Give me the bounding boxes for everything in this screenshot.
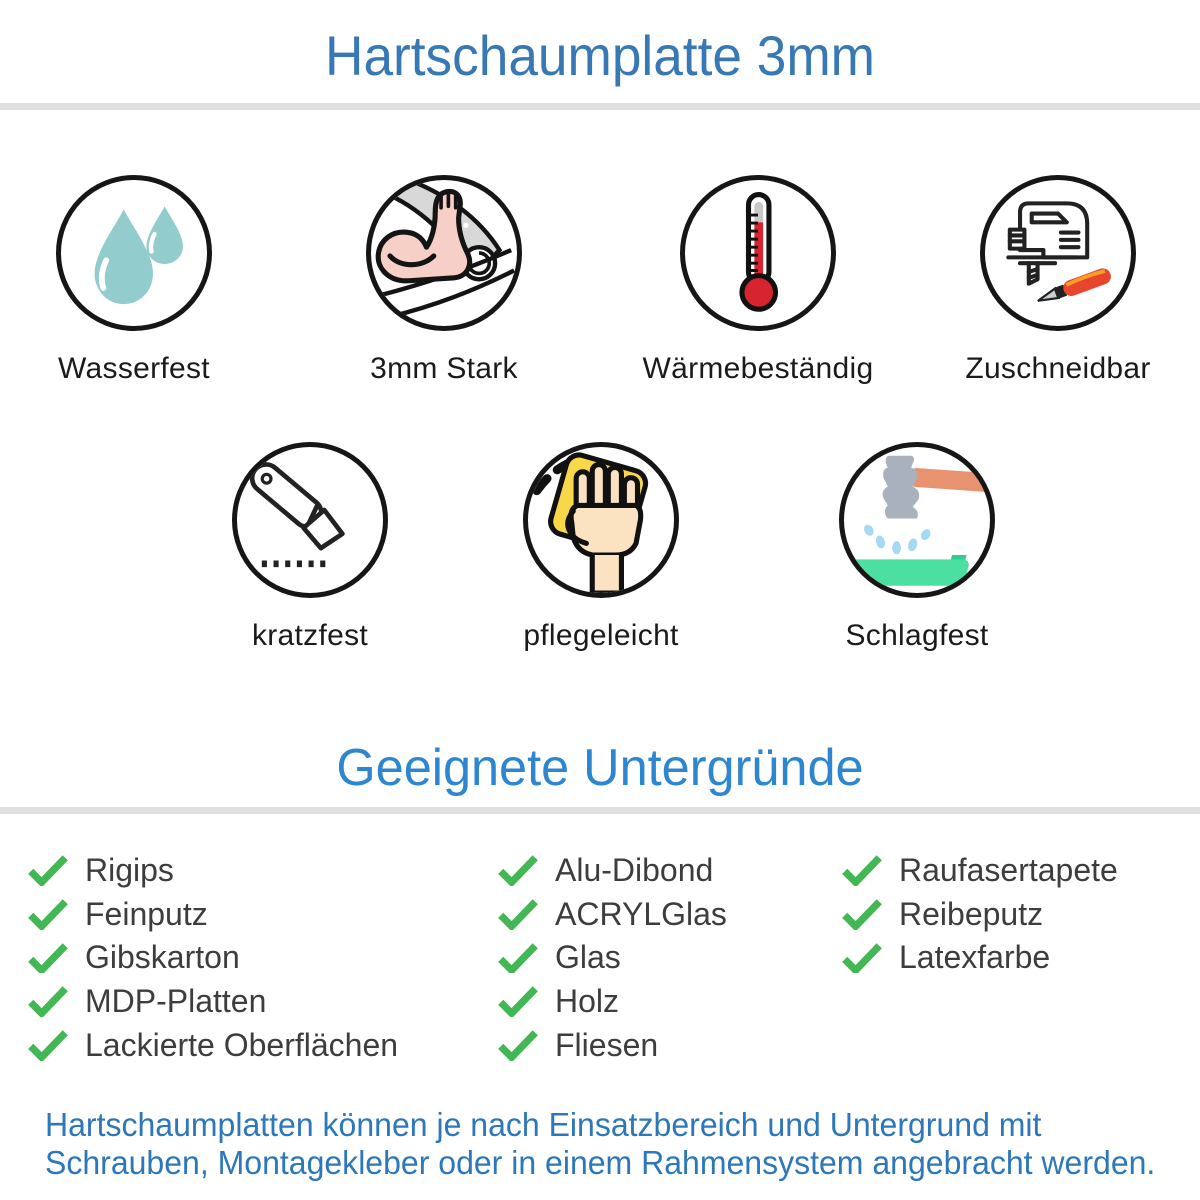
feature-wasserfest	[0, 175, 294, 386]
list-item	[842, 936, 1118, 980]
utility-knife-icon	[232, 442, 388, 598]
surfaces-column-2	[498, 849, 727, 1067]
check-icon	[498, 943, 538, 974]
mounting-note-line: Schrauben, Montagekleber oder in einem Rahmensystem angebracht werden.	[45, 1144, 1156, 1181]
mounting-note	[45, 1106, 1155, 1182]
list-item	[498, 893, 727, 937]
feature-3mm-stark	[284, 175, 604, 386]
surface-label: Lackierte Oberflächen	[85, 1026, 399, 1063]
check-icon	[498, 986, 538, 1017]
list-item	[28, 980, 398, 1024]
list-item	[28, 936, 398, 980]
surfaces-column-1	[28, 849, 398, 1067]
surface-label: Feinputz	[85, 895, 208, 932]
surface-label: Fliesen	[555, 1026, 659, 1063]
feature-label: Schlagfest	[845, 619, 989, 652]
check-icon	[28, 1030, 68, 1061]
list-item	[842, 849, 1118, 893]
surface-label: Reibeputz	[899, 895, 1044, 932]
surface-label: Holz	[555, 983, 620, 1020]
mounting-note-line: Hartschaumplatten können je nach Einsatzbereich und Untergrund mit	[45, 1106, 1042, 1143]
surface-label: Gibskarton	[85, 939, 240, 976]
divider	[0, 103, 1200, 110]
water-drops-icon	[56, 175, 212, 331]
feature-waermebestaendig	[598, 175, 918, 386]
list-item	[498, 849, 727, 893]
check-icon	[28, 986, 68, 1017]
check-icon	[842, 899, 882, 930]
thermometer-icon	[680, 175, 836, 331]
feature-zuschneidbar	[898, 175, 1200, 386]
feature-label: kratzfest	[251, 619, 369, 652]
list-item	[28, 849, 398, 893]
check-icon	[842, 943, 882, 974]
feature-schlagfest	[757, 442, 1077, 653]
check-icon	[28, 855, 68, 886]
check-icon	[28, 943, 68, 974]
feature-pflegeleicht	[441, 442, 761, 653]
surface-label: ACRYLGlas	[555, 895, 727, 932]
hammer-icon	[839, 442, 995, 598]
page-title: Hartschaumplatte 3mm	[325, 24, 875, 87]
list-item	[498, 1023, 727, 1067]
list-item	[498, 980, 727, 1024]
list-item	[28, 893, 398, 937]
surface-label: Raufasertapete	[899, 852, 1118, 889]
feature-label: Wasserfest	[58, 352, 210, 385]
muscle-arm-icon	[366, 175, 522, 331]
list-item	[498, 936, 727, 980]
check-icon	[498, 855, 538, 886]
surface-label: Latexfarbe	[899, 939, 1051, 976]
surface-label: Rigips	[85, 852, 174, 889]
check-icon	[842, 855, 882, 886]
list-item	[28, 1023, 398, 1067]
feature-label: Wärmebeständig	[642, 352, 874, 385]
feature-label: Zuschneidbar	[965, 352, 1151, 385]
list-item	[842, 893, 1118, 937]
surface-label: MDP-Platten	[85, 983, 267, 1020]
jigsaw-knife-icon	[980, 175, 1136, 331]
surfaces-column-3	[842, 849, 1118, 980]
feature-label: 3mm Stark	[370, 352, 518, 385]
check-icon	[498, 1030, 538, 1061]
feature-label: pflegeleicht	[523, 619, 679, 652]
check-icon	[28, 899, 68, 930]
surface-label: Alu-Dibond	[555, 852, 714, 889]
surface-label: Glas	[555, 939, 621, 976]
check-icon	[498, 899, 538, 930]
wiping-hand-icon	[523, 442, 679, 598]
divider	[0, 807, 1200, 814]
feature-kratzfest	[150, 442, 470, 653]
section-title-untergruende: Geeignete Untergründe	[336, 739, 864, 797]
